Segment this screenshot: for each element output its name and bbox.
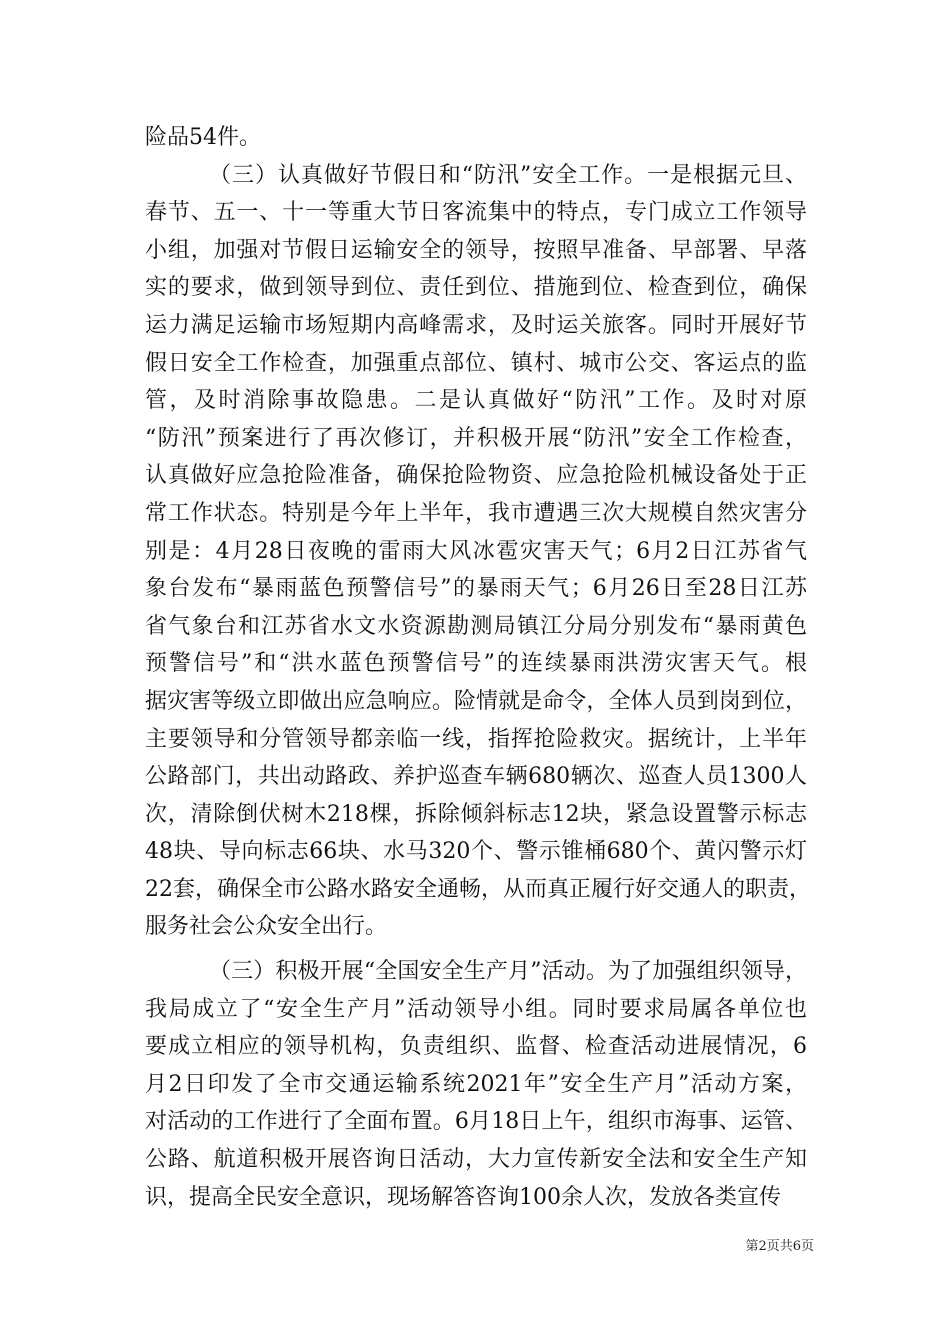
text-line: 主要领导和分管领导都亲临一线，指挥抢险救灾。据统计，上半年 [145, 726, 807, 752]
text-line: （三）认真做好节假日和“防汛”安全工作。一是根据元旦、 [209, 162, 807, 188]
text-line: 月2日印发了全市交通运输系统2021年”安全生产月”活动方案， [145, 1071, 807, 1097]
page-number: 第2页共6页 [745, 1239, 814, 1254]
text-line: 险品54件。 [145, 125, 261, 150]
text-line: 48块、导向标志66块、水马320个、警示锥桶680个、黄闪警示灯 [145, 839, 807, 865]
text-line: 据灾害等级立即做出应急响应。险情就是命令，全体人员到岗到位， [145, 688, 807, 714]
text-line: 我局成立了“安全生产月”活动领导小组。同时要求局属各单位也 [145, 996, 807, 1022]
text-line: 22套，确保全市公路水路安全通畅，从而真正履行好交通人的职责， [145, 876, 811, 902]
text-line: （三）积极开展“全国安全生产月”活动。为了加强组织领导， [209, 959, 807, 985]
text-line: 常工作状态。特别是今年上半年，我市遭遇三次大规模自然灾害分 [145, 500, 807, 526]
text-line: 省气象台和江苏省水文水资源勘测局镇江分局分别发布“暴雨黄色 [145, 613, 807, 639]
text-line: 小组，加强对节假日运输安全的领导，按照早准备、早部署、早落 [145, 237, 807, 263]
text-line: 预警信号”和“洪水蓝色预警信号”的连续暴雨洪涝灾害天气。根 [145, 651, 807, 677]
text-line: 公路、航道积极开展咨询日活动，大力宣传新安全法和安全生产知 [145, 1147, 807, 1173]
paragraph-gap [145, 946, 807, 953]
text-line: 实的要求，做到领导到位、责任到位、措施到位、检查到位，确保 [145, 275, 807, 301]
text-line: 假日安全工作检查，加强重点部位、镇村、城市公交、客运点的监 [145, 350, 807, 376]
text-line: “防汛”预案进行了再次修订，并积极开展“防汛”安全工作检查， [145, 425, 807, 451]
document-body [145, 119, 811, 1216]
text-line: 别是：4月28日夜晚的雷雨大风冰雹灾害天气；6月2日江苏省气 [145, 538, 807, 564]
paragraph [145, 157, 811, 946]
text-line: 服务社会公众安全出行。 [145, 914, 388, 940]
paragraph [145, 953, 807, 1216]
text-line: 春节、五一、十一等重大节日客流集中的特点，专门成立工作领导 [145, 200, 807, 226]
text-line: 次，清除倒伏树木218棵，拆除倾斜标志12块，紧急设置警示标志 [145, 801, 807, 827]
text-line: 对活动的工作进行了全面布置。6月18日上午，组织市海事、运管、 [145, 1109, 807, 1135]
paragraph [145, 119, 807, 157]
text-line: 识，提高全民安全意识，现场解答咨询100余人次，发放各类宣传 [145, 1184, 781, 1210]
text-line: 象台发布“暴雨蓝色预警信号”的暴雨天气；6月26日至28日江苏 [145, 576, 807, 602]
text-line: 认真做好应急抢险准备，确保抢险物资、应急抢险机械设备处于正 [145, 463, 807, 489]
text-line: 要成立相应的领导机构，负责组织、监督、检查活动进展情况，6 [145, 1034, 807, 1060]
text-line: 运力满足运输市场短期内高峰需求，及时运关旅客。同时开展好节 [145, 312, 807, 338]
text-line: 管，及时消除事故隐患。二是认真做好“防汛”工作。及时对原 [145, 388, 807, 414]
text-line: 公路部门，共出动路政、养护巡查车辆680辆次、巡查人员1300人 [145, 764, 807, 790]
